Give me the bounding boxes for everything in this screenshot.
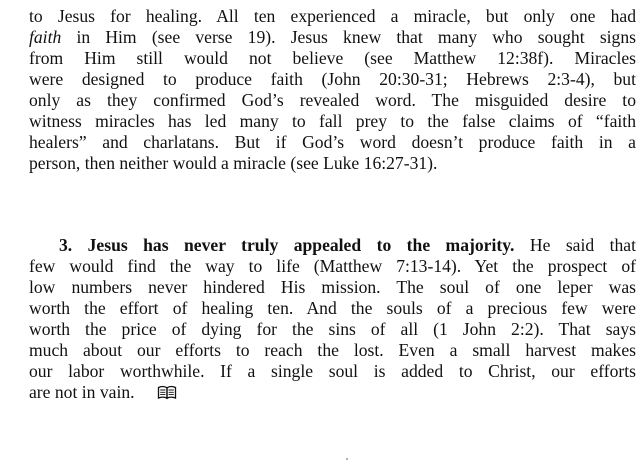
text-span: in Him (see verse 19). Jesus knew that many who sought signs	[61, 27, 636, 47]
text-line: person, then neither would a miracle (see Luke 16:27-31).	[29, 153, 438, 173]
text-line: healers” and charlatans. But if God’s word doesn’t produce faith in a	[29, 132, 636, 152]
text-line: our labor worthwhile. If a single soul is added to Christ, our efforts	[29, 361, 636, 381]
text-line: from Him still would not believe (see Matthew 12:38f). Miracles	[29, 48, 636, 68]
paragraph-point-3-majority	[29, 235, 636, 403]
text-line	[29, 27, 636, 48]
open-book-icon	[157, 384, 177, 405]
text-line: much about our efforts to reach the lost. Even a small harvest makes	[29, 340, 636, 360]
text-line: worth the price of dying for the sins of all (1 John 2:2). That says	[29, 319, 636, 339]
text-line-final	[29, 382, 636, 403]
text-line: only as they confirmed God’s revealed word. The misguided desire to	[29, 90, 636, 110]
emphasis-faith: faith	[29, 27, 62, 47]
text-line: to Jesus for healing. All ten experienced a miracle, but only one had	[29, 6, 636, 26]
text-span: are not in vain.	[29, 382, 135, 402]
point-heading: 3. Jesus has never truly appealed to the majority.	[59, 235, 515, 255]
text-line: were designed to produce faith (John 20:30-31; Hebrews 2:3-4), but	[29, 69, 636, 89]
text-line: worth the effort of healing ten. And the souls of a precious few were	[29, 298, 636, 318]
text-span: He said that	[514, 235, 636, 255]
text-line	[29, 235, 636, 256]
text-line: witness miracles has led many to fall prey to the false claims of “faith	[29, 111, 636, 131]
paragraph-miracles-faith	[29, 6, 636, 174]
scan-speck	[346, 458, 348, 460]
text-line: few would find the way to life (Matthew 7:13-14). Yet the prospect of	[29, 256, 636, 276]
text-line: low numbers never hindered His mission. The soul of one leper was	[29, 277, 636, 297]
